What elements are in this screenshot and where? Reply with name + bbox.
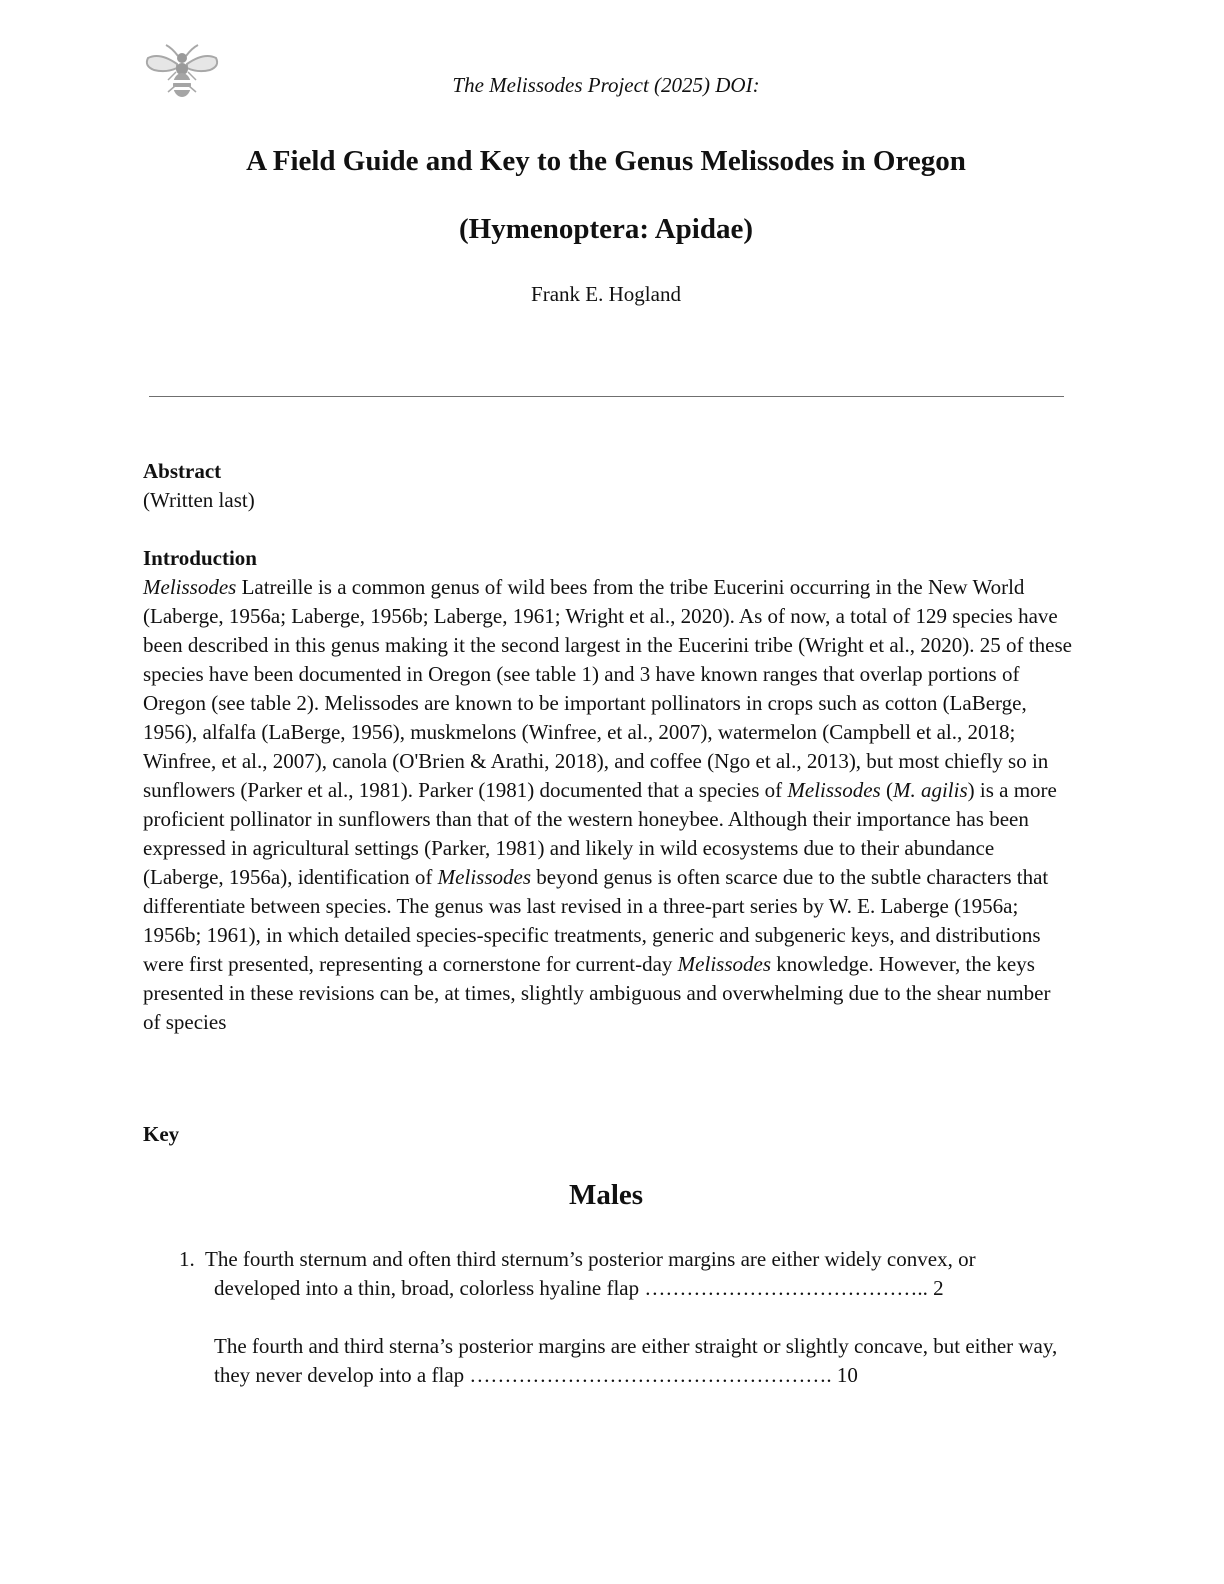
genus-name: Melissodes	[677, 952, 771, 976]
introduction-heading: Introduction	[143, 546, 257, 570]
intro-text-segment: (	[880, 778, 893, 802]
page-title-line-2: (Hymenoptera: Apidae)	[459, 213, 753, 245]
introduction-paragraph	[143, 573, 1073, 1037]
genus-name: Melissodes	[437, 865, 531, 889]
page-title-line-1: A Field Guide and Key to the Genus Melissodes in Oregon	[246, 145, 966, 177]
couplet-number: 1.	[179, 1247, 195, 1271]
couplet-text: The fourth sternum and often third sternum’s posterior margins are either widely convex, or developed into a thin, broad, colorless hyaline flap ………………………………….. 2	[205, 1247, 976, 1300]
males-heading: Males	[568, 1179, 644, 1211]
genus-name: Melissodes	[143, 575, 237, 599]
abstract-text: (Written last)	[143, 488, 255, 512]
species-name: M. agilis	[892, 778, 968, 802]
intro-text-segment: beyond genus is often scarce due to the subtle characters that differentiate between species. The genus was last revised in a three-part series by W. E. Laberge (1956a; 1956b; 1961), in which detailed species-specific treatments, generic and subgeneric keys, and distributions were first presented, representing a cornerstone for current-day	[143, 865, 1049, 976]
author-name: Frank E. Hogland	[531, 282, 681, 306]
abstract-heading: Abstract	[143, 459, 222, 483]
title-divider	[149, 396, 1064, 397]
journal-citation-line: The Melissodes Project (2025) DOI:	[452, 73, 760, 97]
key-lead-line	[179, 1332, 1059, 1390]
genus-name: Melissodes	[787, 778, 881, 802]
key-heading: Key	[143, 1122, 180, 1146]
intro-text-segment: knowledge. However, the keys presented in these revisions can be, at times, slightly ambiguous and overwhelming due to the shear number of species	[143, 952, 1051, 1034]
key-couplet	[179, 1245, 1059, 1303]
key-lead-line	[179, 1245, 1059, 1303]
intro-text-segment: ) is a more proficient pollinator in sunflowers than that of the western honeybee. Although their importance has been expressed in agricultural settings (Parker, 1981) and likely in wild ecosystems due to their abundance (Laberge, 1956a), identification of	[143, 778, 1057, 889]
intro-text-segment: Latreille is a common genus of wild bees from the tribe Eucerini occurring in the New World (Laberge, 1956a; Laberge, 1956b; Laberge, 1961; Wright et al., 2020). As of now, a total of 129 species have been described in this genus making it the second largest in the Eucerini tribe (Wright et al., 2020). 25 of these species have been documented in Oregon (see table 1) and 3 have known ranges that overlap portions of Oregon (see table 2). Melissodes are known to be important pollinators in crops such as cotton (LaBerge, 1956), alfalfa (LaBerge, 1956), muskmelons (Winfree, et al., 2007), watermelon (Campbell et al., 2018; Winfree, et al., 2007), canola (O'Brien & Arathi, 2018), and coffee (Ngo et al., 2013), but most chiefly so in sunflowers (Parker et al., 1981). Parker (1981) documented that a species of	[143, 575, 1072, 802]
couplet-text: The fourth and third sterna’s posterior margins are either straight or slightly concave, but either way, they never develop into a flap ……………………………………………. 10	[214, 1334, 1058, 1387]
key-couplet	[179, 1332, 1059, 1390]
